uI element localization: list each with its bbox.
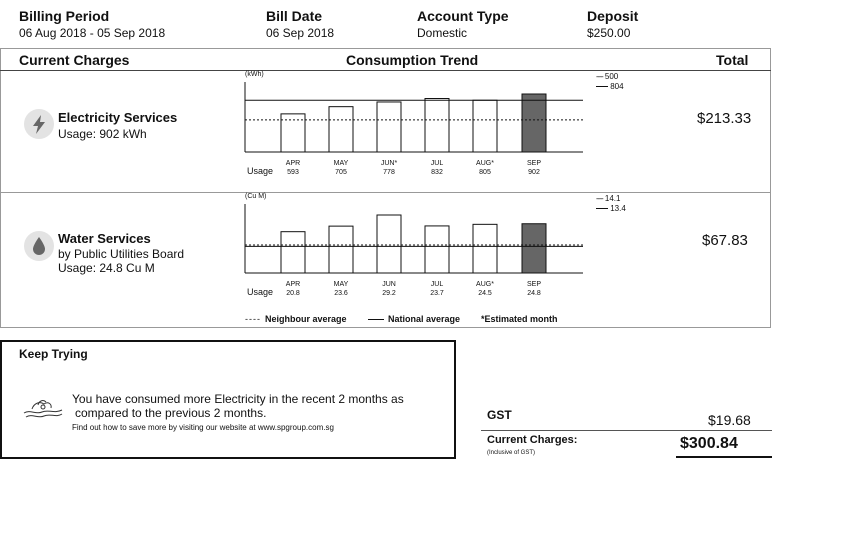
hands-icon (22, 395, 64, 421)
electricity-tick-aug: AUG* (476, 160, 494, 167)
electricity-national-value: 804 (610, 82, 624, 91)
water-tick-may: MAY (333, 281, 349, 288)
legend-national (368, 314, 460, 324)
legend-neighbour-swatch: ---- (245, 314, 261, 324)
tip-line-2: compared to the previous 2 months. (75, 406, 267, 420)
gst-rule (481, 430, 772, 431)
water-bar-sep (522, 224, 546, 273)
water-value-jun: 29.2 (382, 290, 396, 297)
tip-message (72, 392, 404, 420)
electricity-tick-apr: APR (285, 160, 301, 167)
legend-neighbour-label: Neighbour average (265, 314, 347, 324)
bill-date-value: 06 Sep 2018 (266, 26, 335, 40)
electricity-title: Electricity Services (58, 110, 178, 125)
electricity-neighbour-value: 500 (604, 72, 619, 81)
electricity-value-may: 705 (335, 169, 347, 176)
water-ref-values (596, 194, 626, 214)
water-bar-may (329, 226, 353, 273)
electricity-bar-sep (522, 94, 546, 152)
electricity-tick-jun: JUN* (380, 160, 398, 167)
water-bar-jun (377, 215, 401, 273)
water-tick-sep: SEP (526, 281, 542, 288)
deposit-label: Deposit (587, 8, 639, 24)
water-drop-icon (24, 231, 54, 261)
deposit-value: $250.00 (587, 26, 631, 40)
current-charges-label: Current Charges: (487, 434, 578, 446)
water-usage: Usage: 24.8 Cu M (58, 261, 155, 275)
bill-date-label: Bill Date (266, 8, 323, 24)
water-value-apr: 20.8 (286, 290, 300, 297)
water-neighbour-ref: ---- 14.1 (596, 194, 621, 203)
electricity-tick-sep: SEP (526, 160, 542, 167)
account-type-value: Domestic (417, 26, 468, 40)
water-national-ref (596, 204, 626, 214)
electricity-usage: Usage: 902 kWh (58, 127, 147, 141)
electricity-neighbour-ref: ---- 500 (596, 72, 619, 81)
legend-national-swatch (368, 319, 384, 320)
electricity-value-aug: 805 (479, 169, 491, 176)
water-tick-jun: JUN (382, 281, 396, 288)
water-tick-jul: JUL (430, 281, 444, 288)
water-tick-apr: APR (285, 281, 301, 288)
water-national-value: 13.4 (610, 204, 626, 213)
water-unit-label: (Cu M) (245, 193, 267, 200)
electricity-bar-may (329, 107, 353, 152)
water-bar-jul (425, 226, 449, 273)
account-type-label: Account Type (417, 8, 509, 24)
water-provider: by Public Utilities Board (58, 247, 185, 261)
gst-value: $19.68 (708, 412, 751, 428)
tip-title: Keep Trying (19, 347, 88, 361)
water-value-may: 23.6 (334, 290, 348, 297)
legend-estimated: *Estimated month (481, 314, 558, 324)
electricity-bar-jul (425, 99, 449, 152)
electricity-bar-aug (473, 100, 497, 152)
electricity-value-sep: 902 (528, 169, 540, 176)
legend-neighbour (245, 314, 347, 324)
inclusive-gst-note: (Inclusive of GST) (487, 450, 536, 456)
water-usage-row-label: Usage (247, 287, 274, 297)
electricity-value-jun: 778 (383, 169, 395, 176)
water-total: $67.83 (702, 232, 748, 249)
electricity-value-jul: 832 (431, 169, 443, 176)
water-bar-apr (281, 232, 305, 273)
col-total: Total (716, 52, 749, 68)
billing-period-label: Billing Period (19, 8, 110, 24)
col-current-charges: Current Charges (19, 52, 130, 68)
current-charges-value: $300.84 (680, 435, 738, 452)
gst-label: GST (487, 408, 512, 422)
electricity-tick-jul: JUL (430, 160, 444, 167)
legend-national-label: National average (388, 314, 461, 324)
electricity-bar-jun (377, 102, 401, 152)
tip-line-1: You have consumed more Electricity in the recent 2 months as (72, 392, 404, 406)
electricity-value-apr: 593 (287, 169, 299, 176)
water-tick-aug: AUG* (476, 281, 494, 288)
electricity-usage-row-label: Usage (247, 166, 274, 176)
water-bar-aug (473, 224, 497, 273)
electricity-unit-label: (kWh) (245, 71, 264, 78)
billing-period-value: 06 Aug 2018 - 05 Sep 2018 (19, 26, 166, 40)
water-title: Water Services (58, 231, 151, 246)
col-consumption-trend: Consumption Trend (346, 52, 479, 68)
electricity-total: $213.33 (697, 110, 752, 127)
tip-website-link[interactable]: Find out how to save more by visiting our website at www.spgroup.com.sg (72, 423, 334, 432)
water-value-sep: 24.8 (527, 290, 541, 297)
total-double-rule (676, 456, 772, 458)
electricity-tick-may: MAY (333, 160, 349, 167)
water-neighbour-value: 14.1 (604, 194, 621, 203)
water-value-aug: 24.5 (478, 290, 492, 297)
water-value-jul: 23.7 (430, 290, 444, 297)
